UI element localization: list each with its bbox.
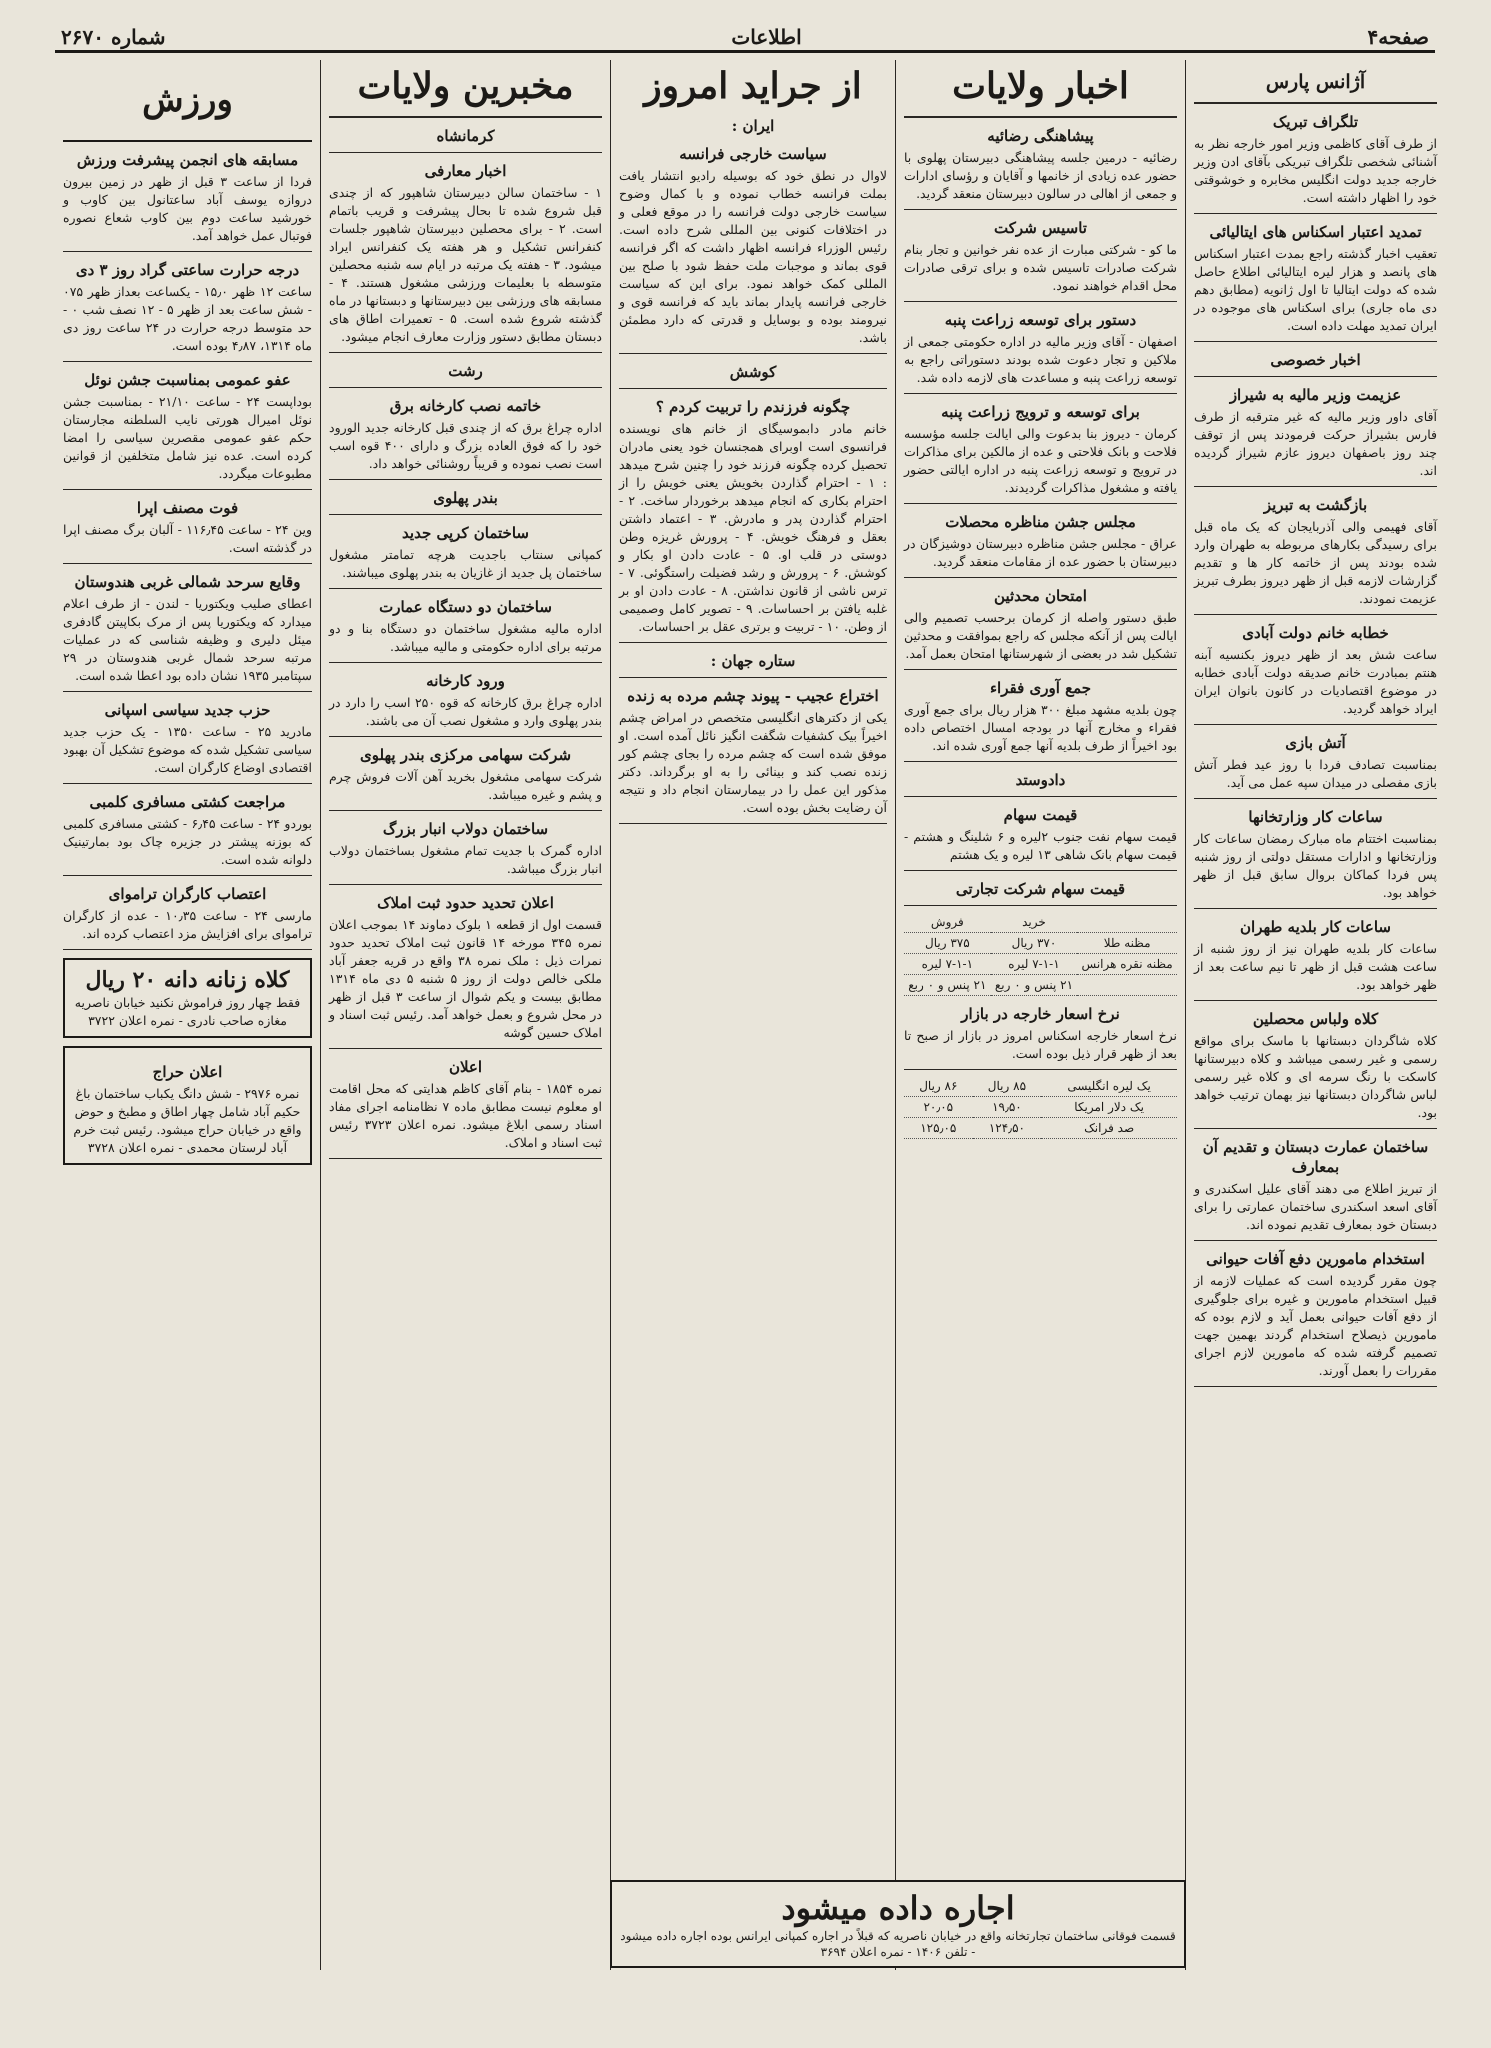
article-body: بمناسبت اختتام ماه مبارک رمضان ساعات کار وزارتخانها و ادارات مستقل دولتی از روز شنبه پس فردا کماکان بروال سابق قبل از ظهر خواهد بود.	[1194, 831, 1437, 900]
article-body: شرکت سهامی مشغول بخرید آهن آلات فروش چرم و پشم و غیره میباشد.	[329, 769, 602, 802]
article-title: عزیمت وزیر مالیه به شیراز	[1229, 386, 1402, 404]
divider	[619, 677, 887, 678]
table-cell: ۲۱ پنس و ۰ ربع	[904, 975, 991, 996]
article-body: ساعات کار بلدیه طهران نیز از روز شنبه از ساعت هشت قبل از ظهر تا نیم ساعت بعد از ظهر خواهد بود.	[1194, 941, 1437, 992]
article-body: ۱ - ساختمان سالن دبیرستان شاهپور که از چندی قبل شروع شده تا بحال پیشرفت و قریب باتمام است. ۲ - برای محصلین دبیرستان شاهپور جلسات کنفرانس تشکیل و هر هفته یک کنفرانس ایراد میشود. ۳ - هفته یک مرتبه در ایام سه شنبه محصلین متوسطه با بعلیمات ورزشی مشغول هستند. ۴ - مسابقه های ورزشی بین دبیرستانها و دبستانها در ماه گذشته شروع شده است. ۵ - تعمیرات اطاق های دبستان مطابق دستور وزارت معارف انجام میشود.	[329, 185, 602, 344]
article-body: کلاه شاگردان دبستانها با ماسک برای مواقع رسمی و غیر رسمی میباشد و کلاه دبیرستانها کاسکت با رنگ سرمه ای و کلاه غیر رسمی لباس شاگردان دبستانها نیز بهمان ترتیب خواهد بود.	[1194, 1033, 1437, 1120]
column-subheading: ایران :	[731, 117, 775, 135]
article-body: آقای داور وزیر مالیه که غیر مترقبه از طرف فارس بشیراز حرکت فرمودند پس از توقف چند روز باصفهان دیروز عازم شیراز گردیده اند.	[1194, 409, 1437, 478]
table-cell: ۸۵ ریال	[973, 1076, 1042, 1097]
divider	[1194, 341, 1437, 342]
article-title: استخدام مامورین دفع آفات حیوانی	[1206, 1250, 1425, 1268]
divider	[329, 116, 602, 118]
divider	[329, 1158, 602, 1159]
article-body: چون مقرر گردیده است که عملیات لازمه از قبیل استخدام مامورین و غیره برای جلوگیری از دفع آفات حیوانی بعمل آید و لازم بوده که مامورین ذیصلاح استخدام گردند بهمین جهت تصمیم گرفته شده که مامورین لازم اجرای مقررات را بعمل آورند.	[1194, 1273, 1437, 1378]
article-title: خطابه خانم دولت آبادی	[1242, 624, 1389, 642]
column-press	[610, 60, 895, 1970]
article-body: اصفهان - آقای وزیر مالیه در اداره حکومتی جمعی از ملاکین و تجار دعوت شده بودند دستوراتی راجع به توسعه زراعت پنبه و مساعدت های لازمه داده شد.	[904, 334, 1177, 385]
article-title: اختراع عجیب - پیوند چشم مرده به زنده	[627, 687, 879, 705]
divider	[904, 761, 1177, 762]
divider	[1194, 486, 1437, 487]
article-title: ورود کارخانه	[426, 672, 505, 690]
article-title: تمدید اعتبار اسکناس های ایتالیائی	[1209, 223, 1422, 241]
article-body: بوداپست ۲۴ - ساعت ۲۱/۱۰ - بمناسبت جشن نوئل امیرال هورتی نایب السلطنه مجارستان حکم عفو عمومی مقصرین سیاسی را امضا کرده است. عده نیز شامل متخلفین از قوانین مطبوعات میگردد.	[63, 394, 312, 481]
article-title: اخبار معارفی	[424, 162, 507, 180]
divider	[63, 783, 312, 784]
divider	[1194, 376, 1437, 377]
article-title: دادوستد	[1015, 771, 1066, 789]
divider	[329, 352, 602, 353]
article-body: قیمت سهام نفت جنوب ۲لیره و ۶ شلینگ و هشتم - قیمت سهام بانک شاهی ۱۳ لیره و یک هشتم	[904, 829, 1177, 862]
article-body: از تبریز اطلاع می دهند آقای علیل اسکندری و آقای اسعد اسکندری ساختمان عمارتی را برای دبستان خود بمعارف تقدیم نموده اند.	[1194, 1181, 1437, 1232]
paper-name: اطلاعات	[731, 25, 802, 49]
divider	[1194, 724, 1437, 725]
article-body: رضائیه - درمین جلسه پیشاهنگی دبیرستان پهلوی با حضور عده زیادی از خانمها و آقایان و رؤسای ادارات و جمعی از اهالی در سالون دبیرستان منعقد گردید.	[904, 150, 1177, 201]
table-cell: ۷-۱-۱ لیره	[904, 954, 991, 975]
table-row	[904, 933, 1177, 954]
ad-body: قسمت فوقانی ساختمان تجارتخانه واقع در خیابان ناصریه که قبلاً در اجاره کمپانی ایرانس بوده اجاره داده میشود - تلفن ۱۴۰۶ - نمره اعلان ۳۶۹۴	[620, 1929, 1176, 1959]
divider	[63, 251, 312, 252]
article-title: مراجعت کشتی مسافری کلمبی	[89, 793, 286, 811]
divider	[904, 1069, 1177, 1070]
article-body: چون بلدیه مشهد مبلغ ۳۰۰ هزار ریال برای جمع آوری فقراء و مخارج آنها در بودجه امسال اختصاص داده بود اخیراً از طرف بلدیه آنها جمع آوری شده اند.	[904, 702, 1178, 753]
divider	[329, 514, 602, 515]
ad-body: نمره ۲۹۷۶ - شش دانگ یکباب ساختمان باغ حکیم آباد شامل چهار اطاق و مطبخ و حوض واقع در خیابان حراج میشود. رئیس ثبت خرم آباد لرستان محمدی - نمره اعلان ۳۷۲۸	[73, 1086, 302, 1155]
ad-headline: اعلان حراج	[152, 1063, 223, 1081]
divider	[63, 875, 312, 876]
divider	[904, 669, 1177, 670]
columns	[55, 60, 1445, 1970]
article-title: نرخ اسعار خارجه در بازار	[961, 1005, 1120, 1023]
article-title: وقایع سرحد شمالی غربی هندوستان	[74, 573, 301, 591]
divider	[904, 301, 1177, 302]
table-row	[904, 954, 1177, 975]
article-body: ساعت ۱۲ ظهر ۱۵٫۰ - یکساعت بعداز ظهر ۰۷۵ - شش ساعت بعد از ظهر ۵ - ۱۲ نصف شب ۰ - حد متوسط درجه حرارت در ۲۴ ساعت روز دی ماه ۱۳۱۴، ۴٫۸۷ بوده است.	[63, 284, 313, 353]
divider	[329, 662, 602, 663]
article-body: کرمان - دیروز بنا بدعوت والی ایالت جلسه مؤسسه فلاحت و بانک فلاحتی و عده از مالکین برای مذاکرات در ترویج و توسعه زراعت پنبه در اداره ایالتی حضور یافته و مشغول مذاکرات گردیدند.	[904, 426, 1177, 495]
divider	[904, 577, 1177, 578]
table-cell: ۲۱ پنس و ۰ ربع	[991, 975, 1078, 996]
article-title: اعتصاب کارگران تراموای	[108, 885, 267, 903]
ad-body: فقط چهار روز فراموش نکنید خیابان ناصریه مغازه صاحب نادری - نمره اعلان ۳۷۲۲	[74, 995, 301, 1028]
article-title: ساعات کار بلدیه طهران	[1240, 918, 1391, 936]
article-title: بازگشت به تبریز	[1263, 496, 1368, 514]
article-title: مسابقه های انجمن پیشرفت ورزش	[76, 151, 299, 169]
article-body: مارسی ۲۴ - ساعت ۱۰٫۳۵ - عده از کارگران تراموای برای افزایش مزد اعتصاب کرده اند.	[63, 908, 312, 941]
article-body: اداره گمرک با جدیت تمام مشغول بساختمان دولاب انبار بزرگ میباشد.	[329, 843, 602, 876]
article-body: خانم مادر دابموسیگای از خانم های نویسنده فرانسوی است اوبرای همجنسان خود یعنی مادران تحصیل کرده چگونه فرزند خود را چنین شرح میدهد : ۱ - احترام گذاردن بخویش یعنی خویش را از احترام بکاری که انجام میدهد برخوردار ساخت. ۲ - احترام گذاردن پدر و مادرش. ۳ - اعتماد داشتن بعقل و فرهنگ خویش. ۴ - پرورش غریزه وطن دوستی در قلب او. ۵ - عادت دادن او بکار و کوشش. ۶ - پرورش و رشد فضیلت راستگوئی. ۷ - ترس ناشی از قانون نداشتن. ۸ - عادت دادن او بر غلبه یافتن بر احساسات. ۹ - تصویر کامل وصمیمی از وطن. ۱۰ - تربیت و برتری عقل بر احساسات.	[619, 421, 888, 634]
article-title: ستاره جهان :	[710, 652, 796, 670]
article-title: اعلان	[448, 1058, 483, 1076]
article-title: ساختمان دولاب انبار بزرگ	[382, 820, 549, 838]
table-cell: ۷-۱-۱ لیره	[991, 954, 1078, 975]
divider	[904, 905, 1177, 906]
article-body: آقای فهیمی والی آذربایجان که یک ماه قبل برای رسیدگی بکارهای مربوطه به طهران وارد شده بودند پس از خاتمه کار ها و تقدیم گزارشات لازمه قبل از ظهر دیروز بطرف تبریز عزیمت نمودند.	[1194, 519, 1437, 606]
divider	[619, 823, 887, 824]
table-header: فروش	[904, 912, 991, 933]
article-body: نمره ۱۸۵۴ - بنام آقای کاظم هدایتی که محل اقامت او معلوم نیست مطابق ماده ۷ نظامنامه اجرای مفاد اسناد رسمی ابلاغ میشود. نمره اعلان ۳۷۲۳ رئیس ثبت اسناد و املاک.	[329, 1081, 602, 1150]
article-body: مادرید ۲۵ - ساعت ۱۳۵۰ - یک حزب جدید سیاسی تشکیل شده که موضوع تشکیل آن بهبود اقتصادی اوضاع کارگران است.	[63, 724, 312, 775]
article-body: وین ۲۴ - ساعت ۱۱۶٫۴۵ - آلبان برگ مصنف اپرا در گذشته است.	[63, 522, 312, 555]
article-body: طبق دستور واصله از کرمان برحسب تصمیم والی ایالت پس از آنکه مجلس که راجع بموافقت و محدثین تشکیل شد در بعضی از شهرستانها امتحان بعمل آمد.	[904, 610, 1177, 661]
article-title: پیشاهنگی رضائیه	[987, 127, 1094, 145]
divider	[329, 152, 602, 153]
article-title: سیاست خارجی فرانسه	[679, 145, 827, 163]
table-header: خرید	[991, 912, 1078, 933]
divider	[904, 796, 1177, 797]
table-cell: ۳۷۰ ریال	[991, 933, 1078, 954]
article-title: فوت مصنف اپرا	[136, 499, 239, 517]
divider	[904, 503, 1177, 504]
article-title: بندر پهلوی	[433, 489, 498, 507]
table-cell: ۲۰٫۰۵	[904, 1097, 973, 1118]
rent-advertisement	[610, 1880, 1186, 1968]
divider	[1194, 908, 1437, 909]
divider	[1194, 1000, 1437, 1001]
column-provinces	[895, 60, 1185, 1970]
article-title: رشت	[448, 362, 483, 380]
table-row	[904, 975, 1177, 996]
row-label: مظنه نقره هرانس	[1077, 954, 1177, 975]
article-title: حزب جدید سیاسی اسپانی	[104, 701, 271, 719]
divider	[1194, 102, 1437, 104]
table-row	[904, 1118, 1177, 1139]
divider	[63, 949, 312, 950]
issue-number: شماره ۲۶۷۰	[61, 25, 166, 49]
article-title: اخبار خصوصی	[1270, 351, 1361, 369]
article-body: یکی از دکترهای انگلیسی متخصص در امراض چشم اخیراً بیک کشفیات شگفت انگیز نائل آمده است. او موفق شده است که چشم مرده را بجای چشم کور زنده نصب کند و بینائی را به او برگرداند. دکتر مذکور این عمل را در بیمارستان انجام داد و نتیجه آن رضایت بخش بوده است.	[619, 710, 887, 815]
article-title: ساختمان کرپی جدید	[402, 524, 529, 542]
divider	[63, 361, 312, 362]
article-title: شرکت سهامی مرکزی بندر پهلوی	[359, 746, 572, 764]
row-label: مظنه طلا	[1077, 933, 1177, 954]
table-cell: ۳۷۵ ریال	[904, 933, 991, 954]
article-body: عراق - مجلس جشن مناظره دبیرستان دوشیزگان در دبیرستان با حضور عده از مقامات منعقد گردید.	[904, 536, 1177, 569]
sports-banner: ورزش	[63, 60, 312, 142]
article-body: نرخ اسعار خارجه اسکناس امروز در بازار از صبح تا بعد از ظهر قرار ذیل بوده است.	[904, 1028, 1177, 1061]
column-sports-news	[55, 60, 320, 1970]
article-title: ساختمان عمارت دبستان و تقدیم آن بمعارف	[1202, 1138, 1429, 1176]
article-title: کلاه ولباس محصلین	[1252, 1010, 1379, 1028]
divider	[63, 489, 312, 490]
divider	[619, 353, 887, 354]
article-title: تلگراف تبریک	[1272, 113, 1359, 131]
article-title: عفو عمومی بمناسبت جشن نوئل	[84, 371, 291, 389]
table-cell: یک دلار امریکا	[1041, 1097, 1177, 1118]
divider	[1194, 614, 1437, 615]
article-title: کوشش	[729, 363, 777, 381]
table-cell: ۱۹٫۵۰	[973, 1097, 1042, 1118]
ad-headline: اجاره داده میشود	[781, 1889, 1015, 1927]
exchange-rate-table	[904, 1076, 1177, 1139]
article-body: اداره مالیه مشغول ساختمان دو دستگاه بنا و دو مرتبه برای اداره حکومتی و مالیه میباشد.	[329, 621, 602, 654]
article-title: دستور برای توسعه زراعت پنبه	[944, 311, 1137, 329]
article-title: کرمانشاه	[436, 127, 495, 145]
divider	[63, 691, 312, 692]
article-body: اداره چراغ برق کارخانه که قوه ۲۵۰ اسب را دارد در بندر پهلوی وارد و مشغول نصب آن می باشند.	[329, 695, 602, 728]
article-title: ساعات کار وزارتخانها	[1248, 808, 1383, 826]
divider	[1194, 1386, 1437, 1387]
divider	[329, 588, 602, 589]
article-body: اعطای صلیب ویکتوریا - لندن - از طرف اعلام میدارد که ویکتوریا پس از مرک بکاپیتن گادفری میئل دلیری و وظیفه شناسی که در عملیات مرتبه سرحد شمال غربی هندوستان در ۲۹ سپتامبر ۱۹۳۵ نشان داده بود اعطا شده است.	[63, 596, 312, 683]
article-title: اعلان تحدید حدود ثبت املاک	[377, 894, 554, 912]
table-cell: ۱۲۴٫۵۰	[973, 1118, 1042, 1139]
divider	[1194, 1128, 1437, 1129]
column-heading: اخبار ولایات	[952, 65, 1129, 107]
divider	[329, 884, 602, 885]
divider	[619, 388, 887, 389]
article-title: قیمت سهام	[1003, 806, 1078, 824]
table-cell: ۸۶ ریال	[904, 1076, 973, 1097]
table-row	[904, 1076, 1177, 1097]
article-title: قیمت سهام شرکت تجارتی	[955, 880, 1126, 898]
article-title: خاتمه نصب کارخانه برق	[389, 397, 542, 415]
masthead	[55, 24, 1435, 53]
divider	[904, 870, 1177, 871]
column-correspondents	[320, 60, 610, 1970]
auction-advertisement	[63, 1046, 312, 1165]
divider	[329, 810, 602, 811]
article-title: برای توسعه و ترویج زراعت پنبه	[941, 403, 1140, 421]
article-body: تعقیب اخبار گذشته راجع بمدت اعتبار اسکناس های پانصد و هزار لیره ایتالیائی اطلاع حاصل شده که دولت ایتالیا تا اول ژانویه (مطابق دهم دی ماه جاری) برای اسکناس های موجوده در ایران تمدید مهلت داده است.	[1194, 246, 1437, 333]
article-body: بوردو ۲۴ - ساعت ۶٫۴۵ - کشتی مسافری کلمبی که بوزنه پیشتر در جزیره چاک بود بمارتینیک دلوانه شده است.	[63, 816, 312, 867]
table-cell: صد فرانک	[1041, 1118, 1177, 1139]
article-title: جمع آوری فقراء	[989, 679, 1092, 697]
divider	[329, 387, 602, 388]
article-title: درجه حرارت ساعتی گراد روز ۳ دی	[75, 261, 300, 279]
divider	[904, 116, 1177, 118]
article-body: فردا از ساعت ۳ قبل از ظهر در زمین بیرون دروازه یوسف آباد ساعتانول بین کاوب و خورشید ساعت دوم بین کاوب شعاع نصوره فوتبال عمل خواهد آمد.	[63, 174, 312, 243]
divider	[904, 209, 1177, 210]
article-title: تاسیس شرکت	[994, 219, 1087, 237]
article-title: آتش بازی	[1285, 734, 1346, 752]
divider	[904, 393, 1177, 394]
table-cell: ۱۲۵٫۰۵	[904, 1118, 973, 1139]
divider	[329, 1048, 602, 1049]
hat-advertisement	[63, 958, 312, 1038]
article-title: چگونه فرزندم را تربیت کردم ؟	[655, 398, 851, 416]
article-title: مجلس جشن مناظره محصلات	[945, 513, 1136, 531]
article-body: ما کو - شرکتی مبارت از عده نفر خوانین و تجار بنام شرکت صادرات تاسیس شده و برای ترقی صادرات محل اقدام خواهند نمود.	[904, 242, 1177, 293]
divider	[1194, 213, 1437, 214]
column-pars-agency	[1185, 60, 1445, 1970]
stock-price-table	[904, 912, 1177, 996]
column-heading: آژانس پارس	[1265, 71, 1366, 93]
row-label	[1077, 975, 1177, 996]
page-number: صفحه۴	[1367, 25, 1429, 49]
article-body: ساعت شش بعد از ظهر دیروز بکنسیه آبنه هنتم بمبادرت خانم صدیقه دولت آبادی خطابه در موضوع اقتصادیات در کانون بانوان ایران ایراد خواهد گردید.	[1194, 647, 1437, 716]
article-title: امتحان محدثین	[994, 587, 1087, 605]
ad-headline: کلاه زنانه دانه ۲۰ ریال	[85, 967, 290, 993]
divider	[329, 736, 602, 737]
article-body: کمپانی سنتاب باجدیت هرچه تمامتر مشغول ساختمان پل جدید از غازیان به بندر پهلوی میباشند.	[329, 547, 602, 580]
article-body: از طرف آقای کاظمی وزیر امور خارجه نظر به آشنائی شخصی تلگراف تبریکی بآقای ادن وزیر خارجه جدید دولت انگلیس مخابره و خوشوقتی خود را اظهار داشته است.	[1194, 136, 1437, 205]
divider	[619, 642, 887, 643]
table-row	[904, 1097, 1177, 1118]
divider	[1194, 798, 1437, 799]
column-heading: از جراید امروز	[644, 65, 862, 107]
divider	[329, 479, 602, 480]
article-title: ساختمان دو دستگاه عمارت	[379, 598, 552, 616]
article-body: قسمت اول از قطعه ۱ بلوک دماوند ۱۴ بموجب اعلان نمره ۳۴۵ مورخه ۱۴ قانون ثبت املاک تحدید حدود نمرات ذیل : ملک نمره ۳۸ واقع در قریه جعفر آباد ملکی خالص دولت از روز ۵ شنبه ۵ دی ماه ۱۳۱۴ مطابق بیست و یکم شوال از ساعت ۳ قبل از ظهر در محل شروع و بعمل خواهد آمد. رئیس ثبت اسناد و املاک حسین گوشه	[329, 917, 603, 1040]
article-body: لاوال در نطق خود که بوسیله رادیو انتشار یافت بملت فرانسه خطاب نموده و با کمال وضوح سیاست خارجی دولت فرانسه را در موقع فعلی و در اختلافات کنونی بین المللی شرح داده است. رئیس الوزراء فرانسه اظهار داشت که اگر فرانسه قوی بماند و موجبات ملت حفظ شود با صلح بین المللی کمک خواهد نمود. برای این که سیاست خارجی فرانسه پایدار بماند باید که فرانسه قوی و نیرومند بوده و بوسایل و قدرتی که دارد مطمئن باشد.	[619, 168, 887, 345]
column-heading: مخبرین ولایات	[357, 65, 574, 107]
table-cell: یک لیره انگلیسی	[1041, 1076, 1177, 1097]
divider	[63, 563, 312, 564]
article-body: بمناسبت تصادف فردا با روز عید فطر آتش بازی مفصلی در میدان سپه عمل می آید.	[1194, 757, 1437, 790]
divider	[1194, 1240, 1437, 1241]
article-body: اداره چراغ برق که از چندی قبل کارخانه جدید الورود خود را که فوق العاده بزرگ و دارای ۴۰۰ قوه اسب است نصب نموده و قریباً روشنائی خواهد داد.	[329, 420, 602, 471]
